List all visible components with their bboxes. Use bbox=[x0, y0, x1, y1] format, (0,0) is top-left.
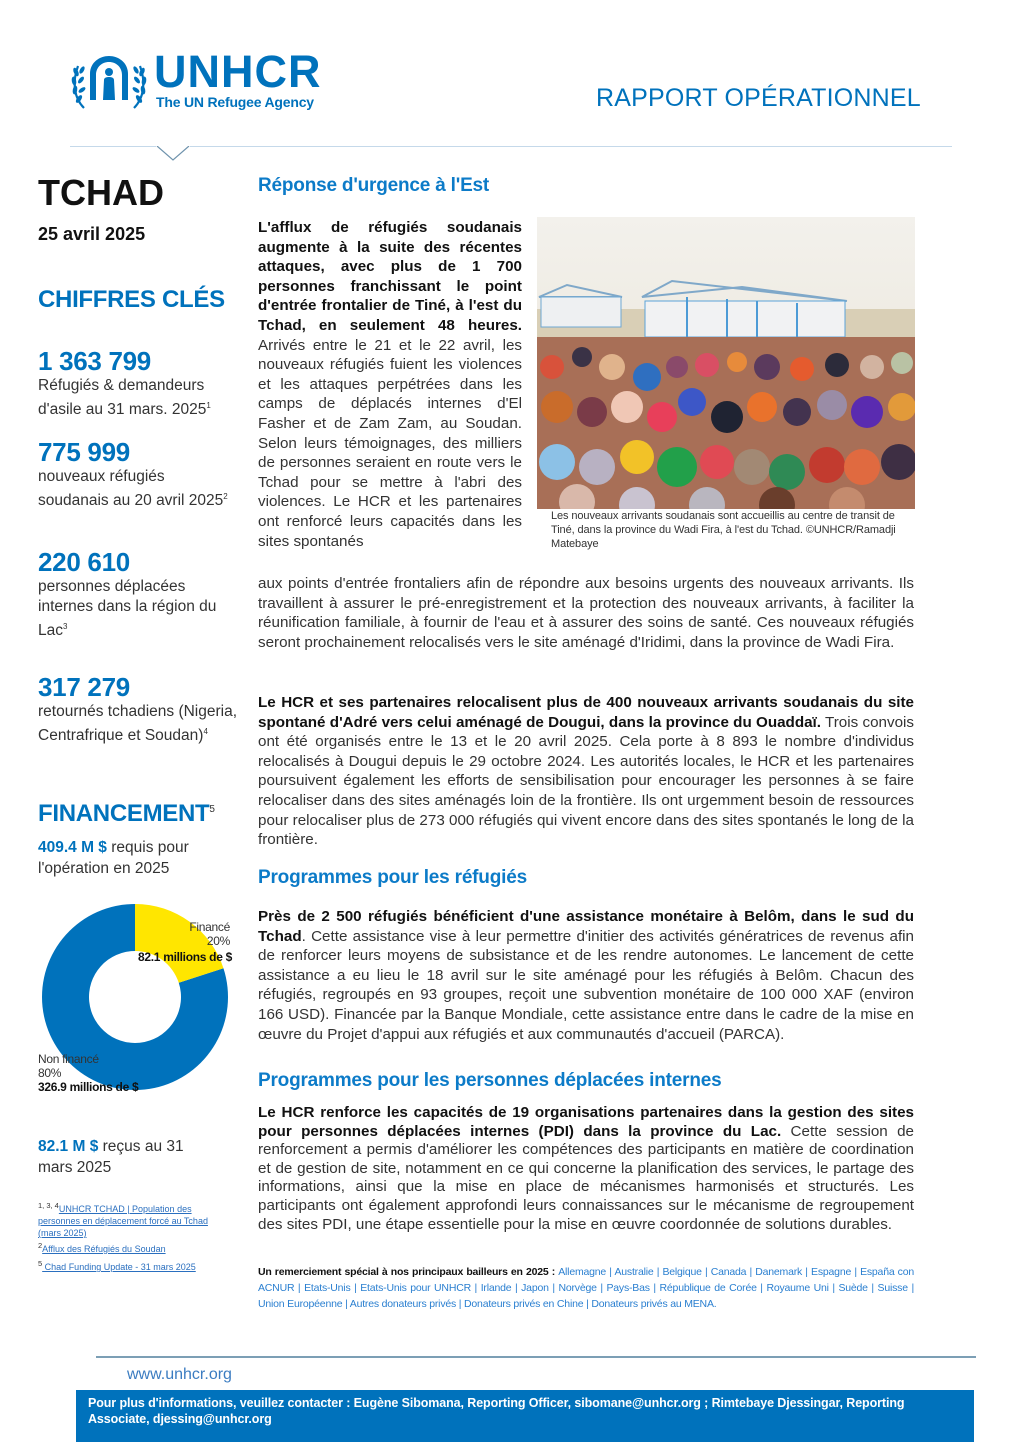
donor-separator: | bbox=[350, 1282, 361, 1294]
donor-separator: | bbox=[649, 1282, 660, 1294]
donor-separator: | bbox=[701, 1266, 711, 1278]
photo-crowd-image bbox=[537, 217, 915, 509]
emergency-paragraph-1: L'afflux de réfugiés soudanais augmente à la suite des récentes attaques, avec plus de 1 700 personnes franchissant le point d'entrée frontalier de Tiné, à l'est du Tchad, en seulement 48 heures. Arrivés entre le 21 et le 22 avril, les nouveaux réfugiés fuient les violences et les attaques perpétrées dans les camps de déplacés internes d'El Fasher et de Zam Zam, au Soudan. Selon leurs témoignages, des milliers de personnes seraient en route vers le Tchad pour se mettre à l'abri des violences. Le HCR et les partenaires ont renforcé leurs capacités dans les sites spontanés bbox=[258, 219, 522, 550]
donor-link[interactable]: Union Européenne bbox=[258, 1298, 343, 1310]
footer-contact-text: Pour plus d'informations, veuillez contacter : Eugène Sibomana, Reporting Officer, sibomane@unhcr.org ; Rimtebaye Djessingar, Reporting Associate, djessing@unhcr.org bbox=[88, 1396, 905, 1426]
donor-separator: | bbox=[583, 1298, 592, 1310]
funding-required: 409.4 M $ requis pour l'opération en 2025 bbox=[38, 839, 189, 877]
donor-separator: | bbox=[907, 1282, 914, 1294]
donor-separator: | bbox=[802, 1266, 812, 1278]
key-figure-value: 317 279 bbox=[38, 672, 130, 702]
footnotes bbox=[38, 1200, 228, 1274]
key-figure-returnees bbox=[38, 672, 238, 746]
footer-contact-bar bbox=[76, 1390, 974, 1442]
donor-link[interactable]: Espagne bbox=[811, 1266, 852, 1278]
section-title-refugee-programmes: Programmes pour les réfugiés bbox=[258, 867, 527, 888]
emergency-paragraph-2: Le HCR et ses partenaires relocalisent plus de 400 nouveaux arrivants soudanais du site spontané d'Adré vers celui aménagé de Dougui, dans la province du Ouaddaï. Trois convois ont été organisés entre le 13 et le 20 avril 2025. Cela porte à 8 893 le nombre d'individus relocalisés à Dougui depuis le 29 octobre 2024. Les autorités locales, le HCR et les partenaires poursuivent également les efforts de sensibilisation pour encourager les personnes à se faire relocaliser dans des sites aménagés loin de la frontière. Ils ont urgemment besoin de ressources pour relocaliser plus de 273 000 réfugiés qui vivent encore dans des sites spontanés le long de la frontière. bbox=[258, 694, 914, 849]
funding-heading: FINANCEMENT$^5$ bbox=[38, 800, 215, 827]
donor-separator: | bbox=[851, 1266, 861, 1278]
key-figure-value: 775 999 bbox=[38, 437, 130, 467]
key-figure-value: 220 610 bbox=[38, 547, 130, 577]
unfunded-pct: 80% bbox=[38, 1066, 62, 1080]
footer-divider bbox=[96, 1356, 976, 1358]
key-figure-new-sudanese bbox=[38, 437, 238, 511]
key-figures-heading: CHIFFRES CLÉS bbox=[38, 286, 225, 313]
donor-separator: | bbox=[511, 1282, 522, 1294]
donor-separator: | bbox=[548, 1282, 559, 1294]
funding-received: 82.1 M $ reçus au 31 mars 2025 bbox=[38, 1138, 184, 1176]
funded-amount: 82.1 millions de $ bbox=[138, 950, 232, 964]
donor-separator: | bbox=[294, 1282, 305, 1294]
donor-link[interactable]: Etats-Unis pour UNHCR bbox=[360, 1282, 471, 1294]
footnote-3: $^5$ Chad Funding Update - 31 mars 2025 bbox=[38, 1259, 196, 1272]
emergency-paragraph-1-continued: aux points d'entrée frontaliers afin de répondre aux besoins urgents des nouveaux arrivants. Ils travaillent à assurer le pré-enregistrement et la protection des nouveaux arrivants, à faciliter la réunification familiale, à fournir de l'eau et à assurer des soins de santé. Ces nouveaux réfugiés seront prochainement relocalisés vers le site aménagé d'Iridimi, dans la province de Wadi Fira. bbox=[258, 575, 914, 651]
header-divider bbox=[70, 146, 952, 147]
refugees-photo bbox=[537, 217, 915, 509]
donor-link[interactable]: Autres donateurs privés bbox=[349, 1298, 457, 1310]
donor-link[interactable]: Norvège bbox=[558, 1282, 597, 1294]
donor-link[interactable]: Suède bbox=[838, 1282, 868, 1294]
unhcr-emblem-icon bbox=[70, 50, 148, 112]
donor-link[interactable]: Allemagne bbox=[558, 1266, 607, 1278]
funding-donut-chart bbox=[36, 904, 236, 1104]
donors-acknowledgement: Un remerciement spécial à nos principaux bailleurs en 2025 : Allemagne | Australie | Belgique | Canada | Danemark | Espagne | España con ACNUR | Etats-Unis | Etats-Unis pour UNHCR | Irlande | Japon | Norvège | Pays-Bas | République de Corée | Royaume Uni | Suède | Suisse | Union Européenne | Autres donateurs privés | Donateurs privés en Chine | Donateurs privés au MENA. bbox=[258, 1266, 915, 1310]
key-figure-desc: Réfugiés & demandeurs d'asile au 31 mars. 2025$^1$ bbox=[38, 377, 211, 419]
photo-caption: Les nouveaux arrivants soudanais sont accueillis au centre de transit de Tiné, dans la province du Wadi Fira, à l'est du Tchad. ©UNHCR/Ramadji Matebaye bbox=[551, 510, 896, 550]
key-figure-desc: retournés tchadiens (Nigeria, Centrafrique et Soudan)$^4$ bbox=[38, 703, 238, 745]
key-figure-value: 1 363 799 bbox=[38, 346, 151, 376]
donor-link[interactable]: Donateurs privés en Chine bbox=[464, 1298, 584, 1310]
donor-link[interactable]: Suisse bbox=[877, 1282, 908, 1294]
section-title-idp-programmes: Programmes pour les personnes déplacées internes bbox=[258, 1070, 722, 1091]
donor-link[interactable]: Australie bbox=[614, 1266, 654, 1278]
footnote-link-afflux[interactable]: Afflux des Réfugiés du Soudan bbox=[42, 1244, 166, 1254]
footnote-2: $^2$Afflux des Réfugiés du Soudan bbox=[38, 1241, 166, 1254]
report-date: 25 avril 2025 bbox=[38, 224, 146, 244]
donor-link[interactable]: Irlande bbox=[480, 1282, 512, 1294]
idp-programmes-paragraph: Le HCR renforce les capacités de 19 organisations partenaires dans la gestion des sites pour personnes déplacées internes (PDI) dans la province du Lac. Cette session de renforcement a permis d'améliorer les compétences des participants en matière de coordination et de gestion de site, notamment en ce qui concerne la planification des services, le partage des informations, ainsi que la mise en place de mécanismes harmonisés et structurés. Les participants ont également approfondi leurs connaissances sur le mécanisme de regroupement des sites PDI, une étape essentielle pour la mise en œuvre coordonnée de solutions durables. bbox=[258, 1104, 914, 1233]
donor-link[interactable]: Danemark bbox=[755, 1266, 803, 1278]
donor-link[interactable]: Japon bbox=[521, 1282, 549, 1294]
chevron-down-icon bbox=[156, 146, 190, 162]
donor-link[interactable]: Donateurs privés au MENA. bbox=[591, 1298, 717, 1310]
donor-link[interactable]: Belgique bbox=[662, 1266, 702, 1278]
report-type-title: RAPPORT OPÉRATIONNEL bbox=[596, 84, 921, 112]
donor-separator: | bbox=[746, 1266, 756, 1278]
unfunded-label: Non financé bbox=[38, 1052, 99, 1066]
footnote-1: $^{1, 3, 4}$UNHCR TCHAD | Population des personnes en déplacement forcé au Tchad (mars 2025) bbox=[38, 1201, 208, 1238]
donor-link[interactable]: Royaume Uni bbox=[766, 1282, 829, 1294]
logo-wordmark: UNHCR bbox=[154, 46, 322, 97]
footer-website-link[interactable]: www.unhcr.org bbox=[127, 1366, 232, 1383]
donor-link[interactable]: España con ACNUR bbox=[258, 1266, 915, 1294]
donor-link[interactable]: Pays-Bas bbox=[606, 1282, 650, 1294]
donor-separator: | bbox=[867, 1282, 878, 1294]
donor-separator: | bbox=[456, 1298, 465, 1310]
funded-label: Financé bbox=[189, 920, 230, 934]
donor-separator: | bbox=[606, 1266, 615, 1278]
funded-pct: 20% bbox=[206, 934, 230, 948]
donor-separator: | bbox=[828, 1282, 839, 1294]
key-figure-desc: nouveaux réfugiés soudanais au 20 avril 2025$^2$ bbox=[38, 468, 228, 510]
donor-separator: | bbox=[653, 1266, 663, 1278]
donor-separator: | bbox=[756, 1282, 767, 1294]
donor-separator: | bbox=[342, 1298, 350, 1310]
footnote-link-funding[interactable]: Chad Funding Update - 31 mars 2025 bbox=[42, 1262, 196, 1272]
country-title: TCHAD bbox=[38, 172, 164, 213]
refugee-programmes-paragraph: Près de 2 500 réfugiés bénéficient d'une assistance monétaire à Belôm, dans le sud du Tchad. Cette assistance vise à leur permettre d'initier des activités génératrices de revenus afin de renforcer leurs moyens de subsistance et de les rendre autonomes. Le lancement de cette assistance a eu lieu le 18 avril sur le site aménagé pour les réfugiés à Belôm. Chacun des réfugiés, regroupés en 93 groupes, reçoit une subvention monétaire de 100 000 XAF (environ 166 USD). Financée par la Banque Mondiale, cette assistance entre dans le cadre de la mise en œuvre du Projet d'appui aux réfugiés et aux communautés d'accueil (PARCA). bbox=[258, 908, 914, 1043]
donor-separator: | bbox=[470, 1282, 481, 1294]
key-figure-idps bbox=[38, 547, 238, 641]
donor-link[interactable]: Canada bbox=[710, 1266, 747, 1278]
donor-separator: | bbox=[596, 1282, 607, 1294]
donor-link[interactable]: République de Corée bbox=[659, 1282, 757, 1294]
section-title-emergency: Réponse d'urgence à l'Est bbox=[258, 175, 490, 196]
logo-tagline: The UN Refugee Agency bbox=[156, 94, 314, 110]
donor-link[interactable]: Etats-Unis bbox=[304, 1282, 351, 1294]
unhcr-logo bbox=[70, 48, 350, 114]
key-figure-refugees bbox=[38, 346, 238, 420]
footnote-link-population[interactable]: UNHCR TCHAD | Population des personnes en déplacement forcé au Tchad (mars 2025) bbox=[38, 1204, 208, 1238]
unfunded-amount: 326.9 millions de $ bbox=[38, 1080, 139, 1094]
key-figure-desc: personnes déplacées internes dans la région du Lac$^3$ bbox=[38, 578, 217, 640]
